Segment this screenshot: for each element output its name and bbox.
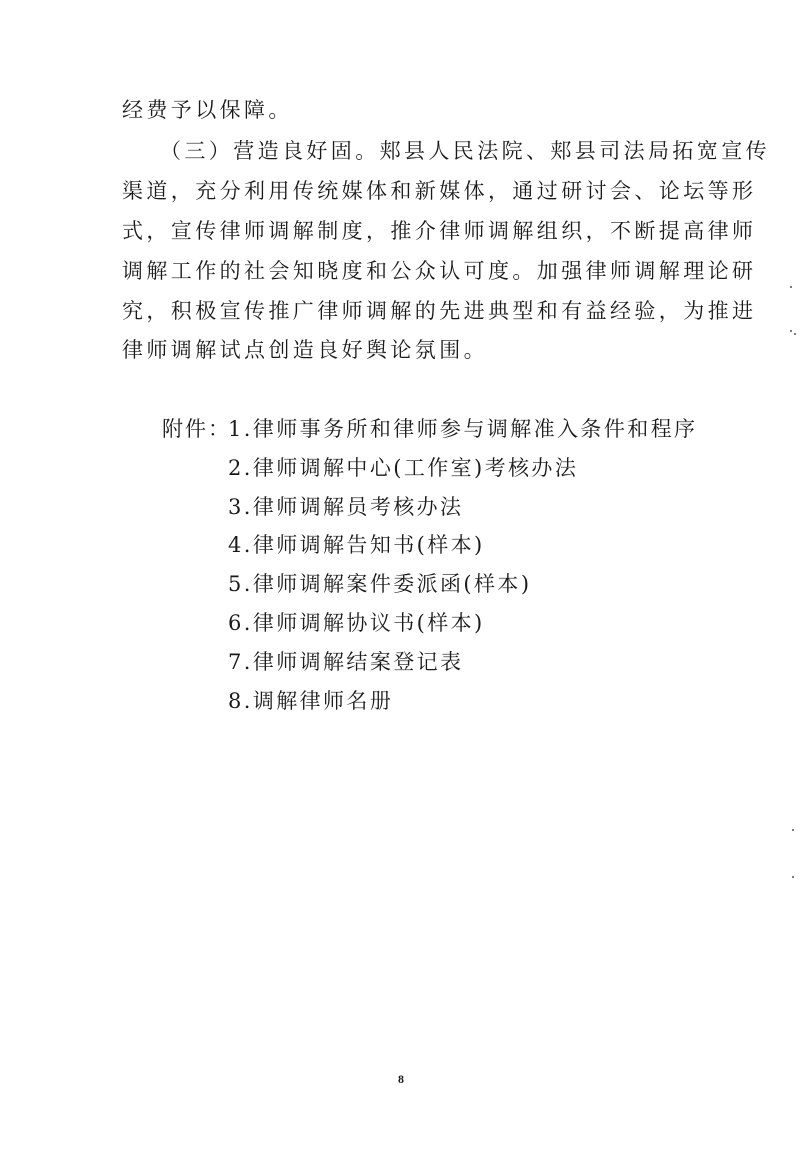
scan-speck (792, 829, 794, 831)
body-line-6: 究，积极宣传推广律师调解的先进典型和有益经验，为推进 (122, 299, 757, 323)
scan-speck (792, 876, 794, 878)
attachments-label: 附件： (162, 417, 231, 441)
body-line-4: 式，宣传律师调解制度，推介律师调解组织，不断提高律师 (122, 219, 757, 243)
scan-speck (794, 333, 796, 335)
attachment-item-1: 1.律师事务所和律师参与调解准入条件和程序 (228, 417, 698, 441)
scan-speck (790, 286, 792, 288)
body-line-3: 渠道，充分利用传统媒体和新媒体，通过研讨会、论坛等形 (122, 179, 757, 203)
body-line-2: （三）营造良好固。郏县人民法院、郏县司法局拓宽宣传 (160, 139, 770, 163)
body-line-7: 律师调解试点创造良好舆论氛围。 (122, 338, 488, 362)
scan-speck (790, 330, 792, 332)
attachment-item-4: 4.律师调解告知书(样本) (228, 533, 485, 557)
attachment-item-6: 6.律师调解协议书(样本) (228, 611, 485, 635)
attachment-item-8: 8.调解律师名册 (228, 689, 394, 713)
attachment-item-7: 7.律师调解结案登记表 (228, 650, 464, 674)
attachment-item-3: 3.律师调解员考核办法 (228, 495, 464, 519)
attachment-item-5: 5.律师调解案件委派函(样本) (228, 572, 532, 596)
body-line-5: 调解工作的社会知晓度和公众认可度。加强律师调解理论研 (122, 259, 757, 283)
page-number: 8 (398, 1072, 404, 1086)
attachment-item-2: 2.律师调解中心(工作室)考核办法 (228, 456, 579, 480)
body-line-1: 经费予以保障。 (122, 98, 293, 122)
